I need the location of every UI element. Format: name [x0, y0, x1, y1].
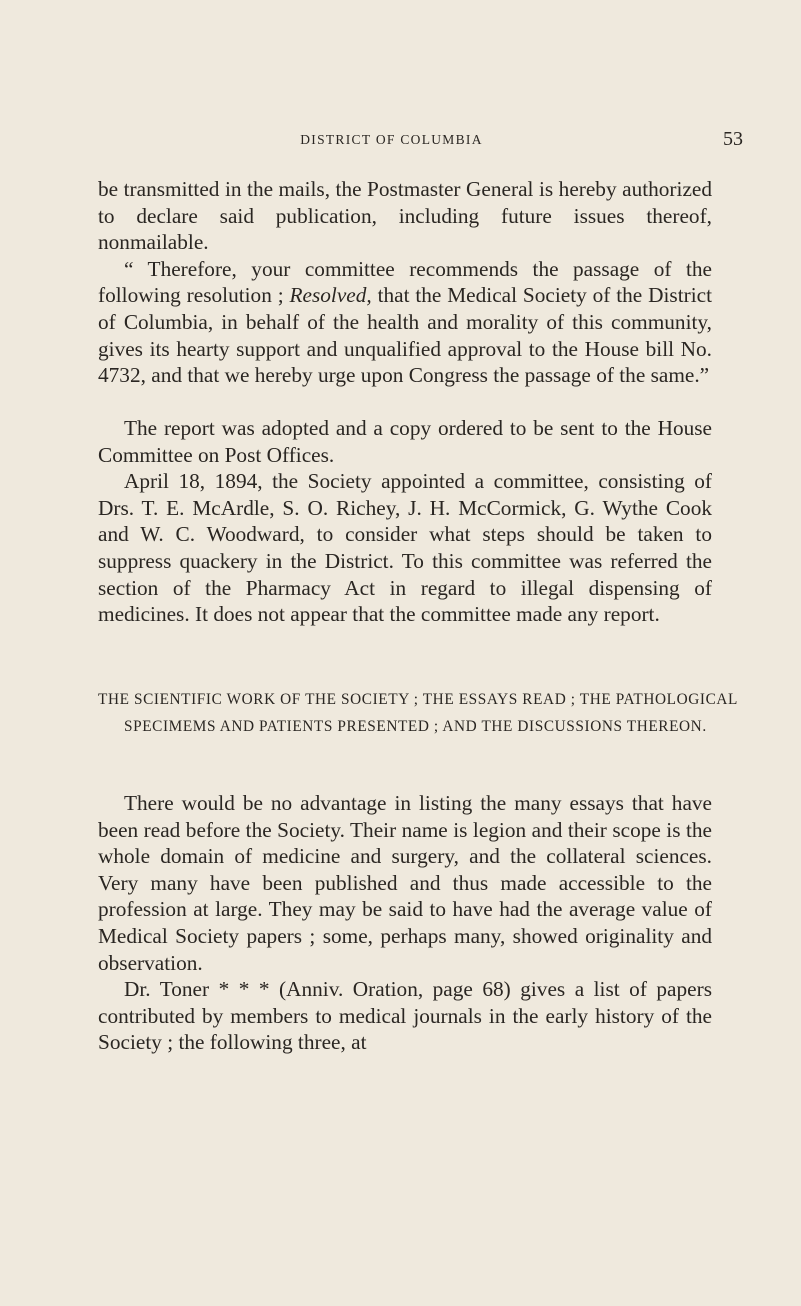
- paragraph-essays: There would be no advantage in listing the many essays that have been read before the Society. Their name is legion and their scope is the whole domain of medicine and surgery, and the collateral sciences. Very many have been published and thus made accessible to the profession at large. They may be said to have had the average value of Medical Society papers ; some, perhaps many, showed originality and observation.: [98, 791, 712, 975]
- paragraph-report-adopted: The report was adopted and a copy ordered to be sent to the House Committee on Post Offices.: [98, 416, 712, 467]
- paragraph-text: that the Medical Society of the District of Columbia, in behalf of the health and morality of this community, gives its hearty support and unqualified approval to the House bill No. 4732, and that we hereby urge upon Congress the passage of the same.”: [98, 283, 712, 388]
- running-head: [40, 128, 743, 152]
- page-number: 53: [723, 128, 743, 150]
- text-block-upper: [98, 176, 712, 389]
- paragraph-quackery-committee: April 18, 1894, the Society appointed a committee, consisting of Drs. T. E. McArdle, S. O. Richey, J. H. McCormick, G. Wythe Cook and W. C. Woodward, to consider what steps should be taken to suppress quackery in the District. To this committee was referred the section of the Pharmacy Act in regard to illegal dispensing of medicines. It does not appear that the committee made any report.: [98, 469, 712, 627]
- section-heading: THE SCIENTIFIC WORK OF THE SOCIETY ; THE ESSAYS READ ; THE PATHOLOGICAL SPECIMEMS AND PATIENTS PRESENTED ; AND THE DISCUSSIONS THEREON.: [98, 691, 738, 736]
- italic-resolved: Resolved,: [289, 283, 372, 308]
- paragraph-continuation: be transmitted in the mails, the Postmaster General is hereby authorized to declare said publication, including future issues thereof, nonmailable.: [98, 177, 712, 255]
- header-title: DISTRICT OF COLUMBIA: [300, 132, 483, 147]
- text-block-lower: [98, 790, 712, 1056]
- text-block-middle: [98, 415, 712, 628]
- paragraph-text: “ Therefore, your committee recommends the passage of the following resolution ;: [98, 256, 712, 308]
- paragraph-toner: Dr. Toner * * * (Anniv. Oration, page 68) gives a list of papers contributed by members to medical journals in the early history of the Society ; the following three, at: [98, 977, 712, 1055]
- paragraph-committee-recommendation: [98, 256, 712, 389]
